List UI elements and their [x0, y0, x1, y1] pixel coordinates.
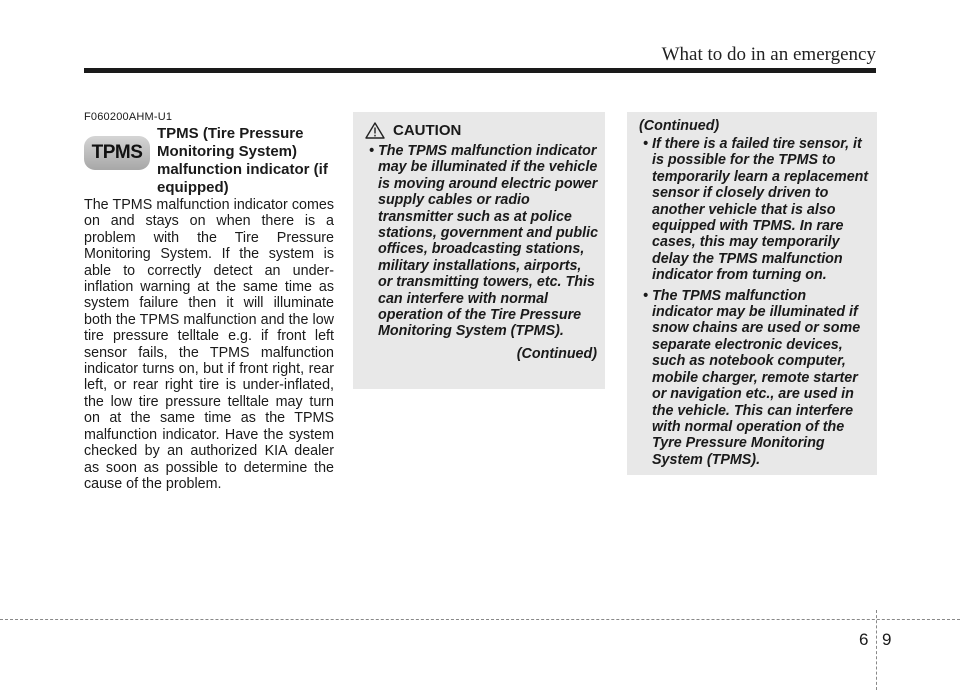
caution-box — [353, 112, 605, 389]
section-code: F060200AHM-U1 — [84, 111, 173, 123]
chapter-number: 6 — [859, 630, 869, 649]
continued-bullet: • If there is a failed tire sensor, it is possible for the TPMS to temporarily learn a replacement sensor if closely driven to another vehicle that is also equipped with TPMS. In rare cases, this may temporarily delay the TPMS malfunction indicator from turning on. — [643, 136, 869, 284]
tpms-icon-label: TPMS — [91, 142, 143, 163]
caution-bullet: • The TPMS malfunction indicator may be illuminated if the vehicle is moving around electric power supply cables or radio transmitter such as at police stations, government and public offices, broadcasting stations, military installations, airports, or transmitting towers, etc. This can interfere with normal operation of the Tire Pressure Monitoring System (TPMS). — [369, 143, 599, 340]
caution-bullet-text: The TPMS malfunction indicator may be illuminated if the vehicle is moving around electric power supply cables or radio transmitter such as at police stations, government and public offices, broadcasting stations, military installations, airports, or transmitting towers, etc. This can interfere with normal operation of the Tire Pressure Monitoring System (TPMS). — [377, 143, 599, 340]
caution-title: CAUTION — [393, 122, 462, 139]
continued-label: (Continued) — [516, 345, 597, 362]
page-number: 9 — [882, 630, 892, 649]
continued-label: (Continued) — [639, 118, 720, 134]
warning-triangle-icon — [365, 122, 385, 139]
header-rule — [84, 68, 876, 73]
continued-box — [627, 112, 877, 475]
continued-bullet-text: The TPMS malfunction indicator may be illuminated if snow chains are used or some separate electronic devices, such as notebook computer, mobile charger, remote starter or navigation etc., are used in the vehicle. This can interfere with normal operation of the Tyre Pressure Monitoring System (TPMS). — [651, 287, 861, 468]
footer-divider — [876, 610, 877, 690]
header-title: What to do in an emergency — [661, 44, 876, 65]
caution-header — [365, 122, 599, 139]
section-heading: TPMS (Tire Pressure Monitoring System) malfunction indicator (if equipped) — [157, 125, 328, 196]
continued-bullet-text: If there is a failed tire sensor, it is possible for the TPMS to temporarily learn a replacement sensor if closely driven to another vehicle that is also equipped with TPMS. In rare cases, this may temporarily delay the TPMS malfunction indicator from turning on. — [651, 136, 869, 284]
tpms-indicator-icon — [84, 136, 150, 170]
section-body: The TPMS malfunction indicator comes on and stays on when there is a problem with the Tire Pressure Monitoring System. If the system is able to correctly detect an under-inflation warning at the same time as system failure then it will illuminate both the TPMS malfunction and the low tire pressure telltale e.g. if front left sensor fails, the TPMS malfunction indicator turns on, but if front right, rear left, or rear right tire is under-inflated, the low tire pressure telltale may turn on at the same time as the TPMS malfunction indicator. Have the system checked by an authorized KIA dealer as soon as possible to determine the cause of the problem. — [84, 197, 334, 492]
footer-rule — [0, 619, 960, 620]
continued-bullet: • The TPMS malfunction indicator may be illuminated if snow chains are used or some separate electronic devices, such as notebook computer, mobile charger, remote starter or navigation etc., are used in the vehicle. This can interfere with normal operation of the Tyre Pressure Monitoring System (TPMS). — [643, 287, 861, 468]
